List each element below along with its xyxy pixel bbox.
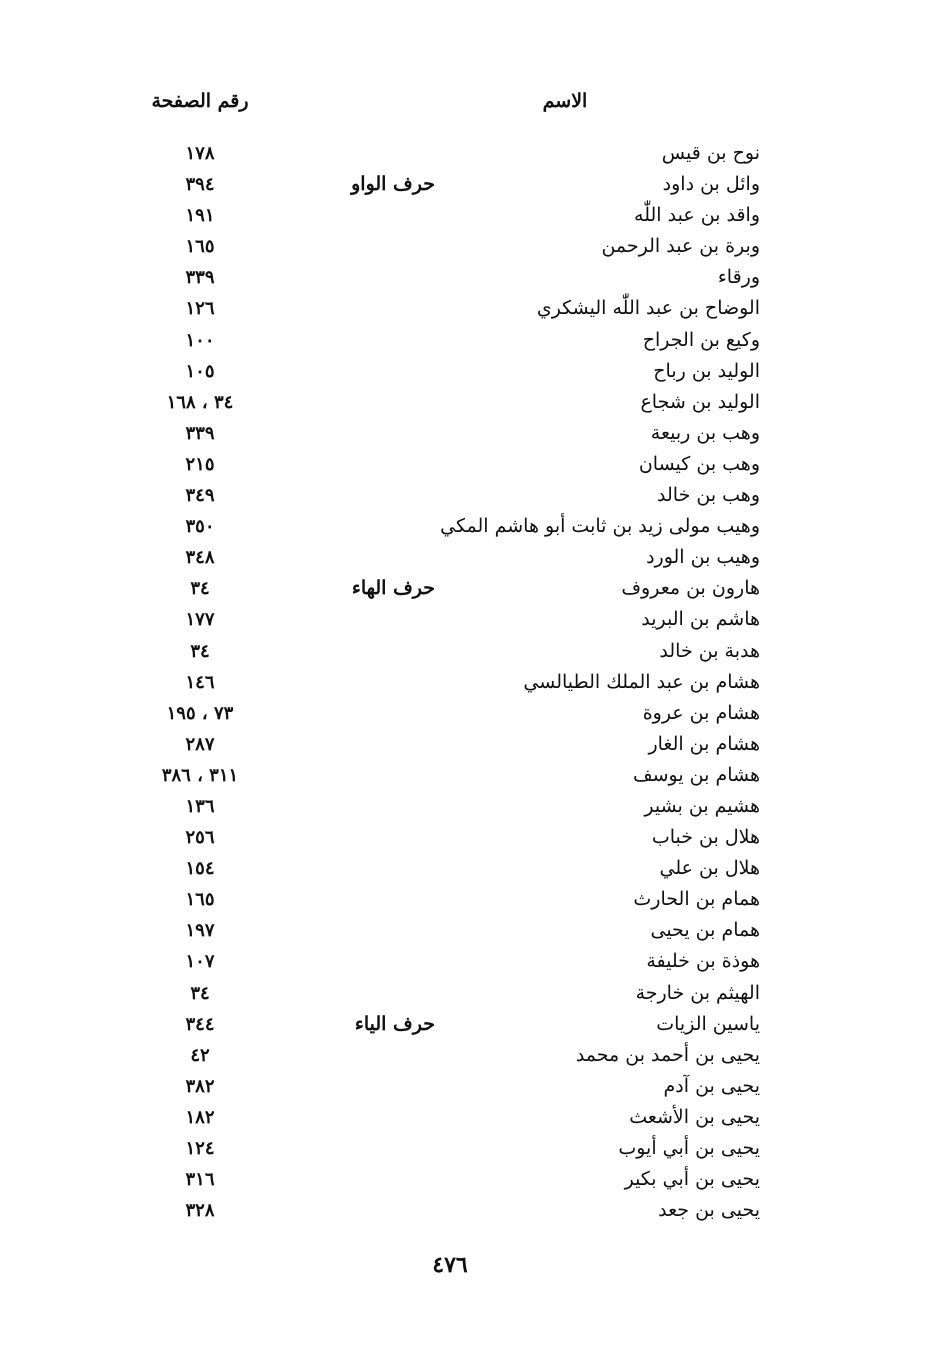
index-row (0, 449, 940, 480)
index-row (0, 325, 940, 356)
entry-page-number: ٧٣ ، ١٩٥ (166, 702, 234, 724)
index-row (0, 636, 940, 667)
entry-page-number: ١٠٠ (185, 329, 215, 351)
entry-page-number: ٣٤٨ (185, 547, 215, 569)
entry-page-number: ١٦٥ (185, 889, 215, 911)
entry-page-number: ٣٤ (190, 640, 210, 662)
entry-name: يحيى بن أبي أيوب (618, 1137, 760, 1159)
entry-page-number: ١٢٦ (185, 298, 215, 320)
index-row (0, 760, 940, 791)
entry-page-number: ١٥٤ (185, 858, 215, 880)
section-heading: حرف الهاء (351, 577, 435, 600)
entry-name: همام بن الحارث (633, 888, 760, 911)
entry-name: يحيى بن آدم (663, 1074, 760, 1097)
index-row (0, 169, 940, 200)
index-row (0, 511, 940, 542)
index-row (0, 791, 940, 822)
entry-name: وهب بن ربيعة (650, 421, 760, 444)
entry-name: نوح بن قيس (661, 142, 760, 164)
index-row (0, 667, 940, 698)
index-row (0, 978, 940, 1009)
index-row (0, 1195, 940, 1226)
index-row (0, 542, 940, 573)
entry-name: وبرة بن عبد الرحمن (601, 235, 760, 258)
index-row (0, 698, 940, 729)
index-row (0, 293, 940, 324)
entry-name: وهب بن خالد (657, 484, 760, 507)
entry-page-number: ٣٤ (190, 578, 210, 600)
index-row (0, 231, 940, 262)
entry-page-number: ١٩١ (185, 205, 215, 227)
entry-page-number: ١٩٧ (185, 920, 215, 942)
entry-name: هدبة بن خالد (659, 639, 760, 662)
entry-name: الوضاح بن عبد اللّٰه اليشكري (536, 297, 760, 320)
entry-name: هشيم بن بشير (644, 794, 760, 817)
index-row (0, 915, 940, 946)
index-row (0, 1164, 940, 1195)
entry-page-number: ٢١٥ (185, 453, 215, 475)
index-row (0, 480, 940, 511)
index-row (0, 604, 940, 635)
entry-page-number: ٣١٦ (185, 1169, 215, 1191)
entry-page-number: ٣٤ (190, 982, 210, 1004)
column-header-name: الاسم (542, 90, 588, 112)
entry-name: هلال بن خباب (651, 826, 760, 849)
entry-page-number: ٣٤٩ (185, 485, 215, 507)
index-row (0, 729, 940, 760)
entry-page-number: ٤٢ (190, 1044, 210, 1066)
section-heading: حرف الواو (351, 173, 435, 196)
column-header-page-number: رقم الصفحة (151, 90, 249, 112)
entry-name: وكيع بن الجراح (642, 328, 760, 351)
entry-page-number: ١٧٧ (185, 609, 215, 631)
index-row (0, 946, 940, 977)
entry-name: وهيب مولى زيد بن ثابت أبو هاشم المكي (440, 515, 760, 538)
entry-page-number: ٣٣٩ (185, 267, 215, 289)
entry-page-number: ١٤٦ (185, 671, 215, 693)
entry-name: يحيى بن أحمد بن محمد (575, 1043, 760, 1066)
entry-name: وائل بن داود (662, 173, 760, 196)
entry-name: همام بن يحيى (650, 919, 760, 942)
entry-name: يحيى بن الأشعث (629, 1105, 760, 1128)
entry-name: واقد بن عبد اللّٰه (634, 204, 760, 227)
index-row (0, 1040, 940, 1071)
entry-page-number: ٣٩٤ (185, 174, 215, 196)
entry-name: الهيثم بن خارجة (635, 981, 760, 1004)
index-row (0, 1009, 940, 1040)
entry-page-number: ١٠٧ (185, 951, 215, 973)
entry-page-number: ١٠٥ (185, 360, 215, 382)
entry-page-number: ١٣٦ (185, 795, 215, 817)
entry-name: هشام بن يوسف (632, 763, 760, 786)
page-number: ٤٧٦ (432, 1252, 468, 1278)
index-row (0, 418, 940, 449)
entry-name: الوليد بن رباح (653, 359, 760, 382)
entry-page-number: ٣٤ ، ١٦٨ (166, 391, 234, 413)
entry-name: هشام بن الغار (648, 732, 760, 755)
entry-name: هلال بن علي (659, 857, 760, 880)
entry-page-number: ٢٥٦ (185, 827, 215, 849)
index-row (0, 884, 940, 915)
entry-page-number: ١٦٥ (185, 236, 215, 258)
index-row (0, 1102, 940, 1133)
entry-name: يحيى بن أبي بكير (624, 1168, 760, 1191)
entry-page-number: ٣١١ ، ٣٨٦ (161, 764, 239, 786)
entry-name: هارون بن معروف (621, 577, 760, 600)
index-row (0, 387, 940, 418)
index-row (0, 200, 940, 231)
index-row (0, 1071, 940, 1102)
entry-page-number: ١٨٢ (185, 1106, 215, 1128)
index-row (0, 138, 940, 169)
entry-name: ورقاء (717, 266, 760, 289)
entry-page-number: ٣٤٤ (185, 1013, 215, 1035)
index-row (0, 822, 940, 853)
index-row (0, 573, 940, 604)
index-row (0, 262, 940, 293)
entry-name: وهب بن كيسان (638, 452, 760, 475)
index-row (0, 356, 940, 387)
entry-name: ياسين الزيات (656, 1012, 760, 1035)
index-row (0, 1133, 940, 1164)
entry-page-number: ٣٨٢ (185, 1075, 215, 1097)
entry-page-number: ١٢٤ (185, 1138, 215, 1159)
entry-name: الوليد بن شجاع (640, 390, 760, 413)
index-row (0, 853, 940, 884)
entry-page-number: ٣٣٩ (185, 422, 215, 444)
entry-name: هاشم بن البريد (641, 608, 760, 631)
section-heading: حرف الياء (354, 1012, 435, 1035)
entry-page-number: ١٧٨ (185, 143, 215, 164)
entry-page-number: ٢٨٧ (185, 733, 215, 755)
entry-name: يحيى بن جعد (658, 1199, 760, 1222)
entry-name: وهيب بن الورد (646, 546, 760, 569)
entry-page-number: ٣٢٨ (185, 1200, 215, 1222)
index-list (0, 138, 940, 1226)
entry-name: هشام بن عبد الملك الطيالسي (523, 670, 760, 693)
entry-name: هشام بن عروة (642, 701, 760, 724)
entry-page-number: ٣٥٠ (185, 516, 215, 538)
entry-name: هوذة بن خليفة (646, 950, 760, 973)
